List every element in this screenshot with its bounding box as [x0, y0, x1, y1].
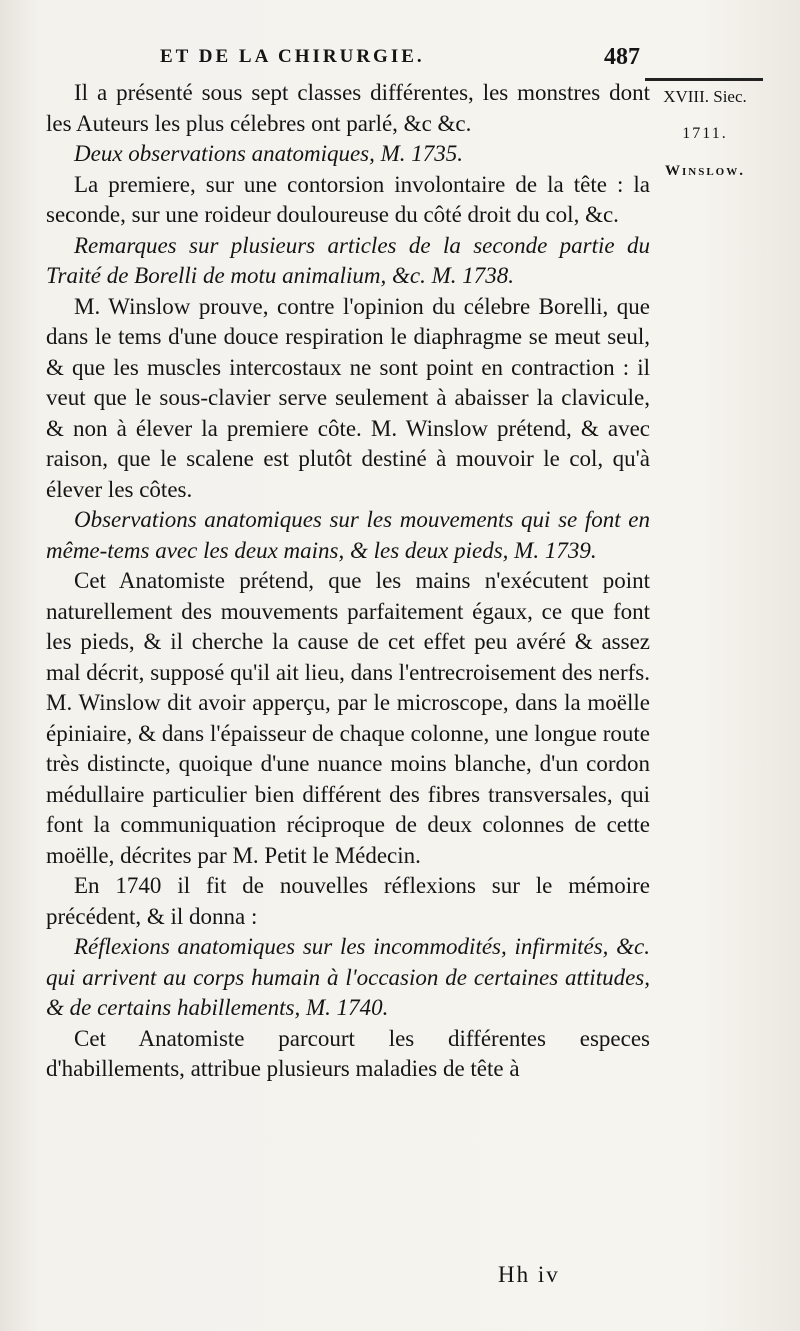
paragraph: Cet Anatomiste parcourt les différentes especes d'habillements, attribue plusieurs maladies de tête à	[46, 1025, 650, 1081]
running-title: ET DE LA CHIRURGIE.	[160, 46, 425, 67]
margin-century: XVIII. Siec.	[663, 87, 747, 106]
margin-author: Winslow.	[665, 163, 745, 179]
paragraph: Il a présenté sous sept classes différentes, les monstres dont les Auteurs les plus célebres ont parlé, &c &c.	[46, 80, 650, 136]
paragraph: Observations anatomiques sur les mouvements qui se font en même-tems avec les deux mains, & les deux pieds, M. 1739.	[46, 507, 650, 563]
paragraph: En 1740 il fit de nouvelles réflexions sur le mémoire précédent, & il donna :	[46, 873, 650, 929]
paragraph: M. Winslow prouve, contre l'opinion du célebre Borelli, que dans le tems d'une douce respiration le diaphragme se meut seul, & que les muscles intercostaux ne sont point en contraction : il veut que le sous-clavier serve seulement à abaisser la clavicule, & non à élever la premiere côte. M. Winslow prétend, & avec raison, que le scalene est plutôt destiné à mouvoir le col, qu'à élever les côtes.	[46, 293, 650, 502]
margin-notes	[645, 78, 765, 180]
margin-year: 1711.	[682, 125, 728, 142]
paragraph: Deux observations anatomiques, M. 1735.	[74, 141, 464, 166]
body-text	[46, 78, 650, 1085]
margin-rule	[645, 78, 763, 81]
page-number: 487	[604, 44, 640, 70]
paragraph: Réflexions anatomiques sur les incommodités, infirmités, &c. qui arrivent au corps humain à l'occasion de certaines attitudes, & de certains habillements, M. 1740.	[46, 934, 650, 1020]
page-header	[160, 44, 640, 76]
paragraph: La premiere, sur une contorsion involontaire de la tête : la seconde, sur une roideur douloureuse du côté droit du col, &c.	[46, 171, 650, 227]
paragraph: Cet Anatomiste prétend, que les mains n'exécutent point naturellement des mouvements parfaitement égaux, ce que font les pieds, & il cherche la cause de cet effet peu avéré & assez mal décrit, supposé qu'il ait lieu, dans l'entrecroisement des nerfs. M. Winslow dit avoir apperçu, par le microscope, dans la moëlle épiniaire, & dans l'épaisseur de chaque colonne, une longue route très distincte, quoique d'une nuance moins blanche, d'un cordon médullaire particulier bien différent des fibres transversales, qui font la communiquation réciproque de deux colonnes de cette moëlle, décrites par M. Petit le Médecin.	[46, 568, 650, 868]
paragraph: Remarques sur plusieurs articles de la seconde partie du Traité de Borelli de motu animalium, &c. M. 1738.	[46, 232, 650, 288]
signature-mark: Hh iv	[498, 1262, 560, 1287]
